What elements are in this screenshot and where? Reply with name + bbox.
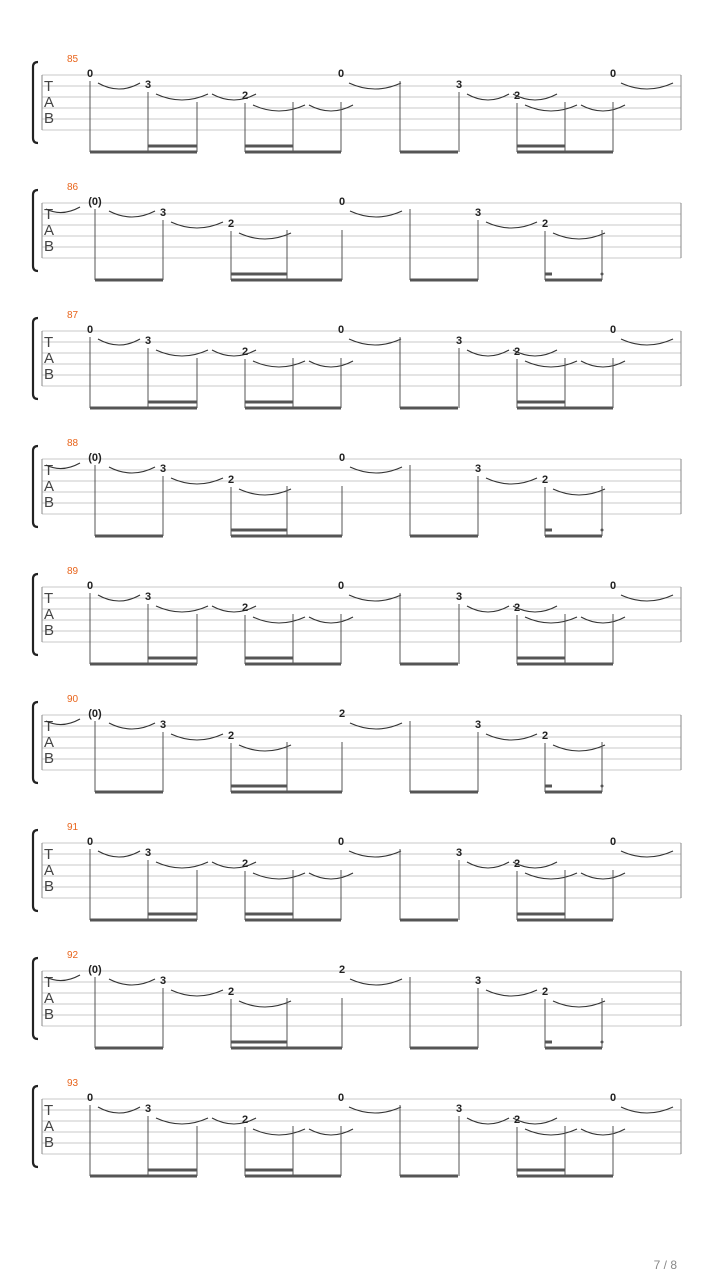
fret-number: 3 xyxy=(159,719,167,731)
tab-clef-letter: T xyxy=(44,334,54,351)
fret-number: 0 xyxy=(609,1092,617,1104)
tab-clef-letter: T xyxy=(44,718,54,735)
fret-number: 3 xyxy=(455,1103,463,1115)
fret-number: 3 xyxy=(144,847,152,859)
fret-number: 3 xyxy=(455,847,463,859)
fret-number: 2 xyxy=(227,218,235,230)
measure-number: 93 xyxy=(67,1078,79,1089)
tab-clef-letter: A xyxy=(44,862,55,879)
fret-number: 0 xyxy=(609,836,617,848)
tab-system-88 xyxy=(33,438,681,536)
measure-number: 87 xyxy=(67,310,79,321)
fret-number: (0) xyxy=(88,708,102,720)
fret-number: 2 xyxy=(541,730,549,742)
system-bracket xyxy=(33,62,38,143)
fret-number: 0 xyxy=(609,580,617,592)
fret-number: 2 xyxy=(241,1114,249,1126)
system-bracket xyxy=(33,702,38,783)
tab-clef-letter: B xyxy=(44,494,55,511)
measure-number: 89 xyxy=(67,566,79,577)
fret-number: 2 xyxy=(513,346,521,358)
fret-number: 2 xyxy=(513,858,521,870)
dot xyxy=(601,785,604,788)
tab-clef-letter: A xyxy=(44,478,55,495)
fret-number: 0 xyxy=(86,324,94,336)
dot xyxy=(601,529,604,532)
fret-number: 0 xyxy=(609,68,617,80)
tab-system-89 xyxy=(33,566,681,664)
tab-system-90 xyxy=(33,694,681,792)
tab-clef-letter: T xyxy=(44,462,54,479)
tab-system-92 xyxy=(33,950,681,1048)
dot xyxy=(601,273,604,276)
tab-clef-letter: T xyxy=(44,974,54,991)
system-bracket xyxy=(33,958,38,1039)
tab-system-93 xyxy=(33,1078,681,1176)
fret-number: 3 xyxy=(159,463,167,475)
tab-clef-letter: T xyxy=(44,1102,54,1119)
fret-number: 3 xyxy=(474,463,482,475)
fret-number: 0 xyxy=(337,1092,345,1104)
tab-clef-letter: B xyxy=(44,1006,55,1023)
tab-clef-letter: A xyxy=(44,606,55,623)
fret-number: 2 xyxy=(241,346,249,358)
tab-clef-letter: B xyxy=(44,750,55,767)
fret-number: 3 xyxy=(455,591,463,603)
fret-number: 3 xyxy=(474,719,482,731)
tab-clef-letter: A xyxy=(44,1118,55,1135)
measure-number: 92 xyxy=(67,950,79,961)
tab-clef-letter: A xyxy=(44,734,55,751)
measure-number: 85 xyxy=(67,54,79,65)
fret-number: 3 xyxy=(144,1103,152,1115)
tab-clef-letter: T xyxy=(44,206,54,223)
system-bracket xyxy=(33,190,38,271)
dot xyxy=(601,1041,604,1044)
tab-system-85 xyxy=(33,54,681,152)
measure-number: 91 xyxy=(67,822,79,833)
system-bracket xyxy=(33,318,38,399)
fret-number: 3 xyxy=(159,975,167,987)
fret-number: 2 xyxy=(338,708,346,720)
fret-number: 3 xyxy=(455,79,463,91)
measure-number: 88 xyxy=(67,438,79,449)
fret-number: 2 xyxy=(513,1114,521,1126)
tab-clef-letter: B xyxy=(44,366,55,383)
fret-number: 2 xyxy=(513,90,521,102)
tab-clef-letter: B xyxy=(44,238,55,255)
fret-number: 0 xyxy=(86,580,94,592)
tab-clef-letter: B xyxy=(44,1134,55,1151)
tab-clef-letter: T xyxy=(44,78,54,95)
tab-clef-letter: T xyxy=(44,590,54,607)
fret-number: 0 xyxy=(338,452,346,464)
fret-number: 0 xyxy=(86,1092,94,1104)
fret-number: 2 xyxy=(338,964,346,976)
tab-system-87 xyxy=(33,310,681,408)
fret-number: 0 xyxy=(337,324,345,336)
fret-number: 3 xyxy=(144,335,152,347)
page-number: 7 / 8 xyxy=(653,1258,677,1272)
fret-number: 3 xyxy=(474,975,482,987)
fret-number: 2 xyxy=(227,730,235,742)
fret-number: 3 xyxy=(144,591,152,603)
fret-number: 0 xyxy=(338,196,346,208)
tab-system-86 xyxy=(33,182,681,280)
tab-clef-letter: A xyxy=(44,222,55,239)
fret-number: 0 xyxy=(337,836,345,848)
tab-clef-letter: B xyxy=(44,110,55,127)
fret-number: 0 xyxy=(337,68,345,80)
fret-number: 2 xyxy=(541,474,549,486)
tab-clef-letter: T xyxy=(44,846,54,863)
fret-number: 2 xyxy=(241,858,249,870)
fret-number: 3 xyxy=(159,207,167,219)
system-bracket xyxy=(33,830,38,911)
tab-clef-letter: A xyxy=(44,94,55,111)
fret-number: 2 xyxy=(241,602,249,614)
fret-number: 3 xyxy=(455,335,463,347)
fret-number: (0) xyxy=(88,964,102,976)
system-bracket xyxy=(33,1086,38,1167)
fret-number: 2 xyxy=(227,986,235,998)
fret-number: (0) xyxy=(88,196,102,208)
tab-clef-letter: B xyxy=(44,878,55,895)
fret-number: 2 xyxy=(513,602,521,614)
fret-number: 3 xyxy=(474,207,482,219)
tab-clef-letter: A xyxy=(44,350,55,367)
system-bracket xyxy=(33,574,38,655)
tab-clef-letter: B xyxy=(44,622,55,639)
fret-number: 0 xyxy=(337,580,345,592)
tab-clef-letter: A xyxy=(44,990,55,1007)
system-bracket xyxy=(33,446,38,527)
fret-number: 2 xyxy=(227,474,235,486)
measure-number: 86 xyxy=(67,182,79,193)
fret-number: 2 xyxy=(541,986,549,998)
tab-system-91 xyxy=(33,822,681,920)
fret-number: 3 xyxy=(144,79,152,91)
measure-number: 90 xyxy=(67,694,79,705)
fret-number: (0) xyxy=(88,452,102,464)
fret-number: 0 xyxy=(609,324,617,336)
fret-number: 2 xyxy=(241,90,249,102)
fret-number: 0 xyxy=(86,836,94,848)
fret-number: 0 xyxy=(86,68,94,80)
fret-number: 2 xyxy=(541,218,549,230)
